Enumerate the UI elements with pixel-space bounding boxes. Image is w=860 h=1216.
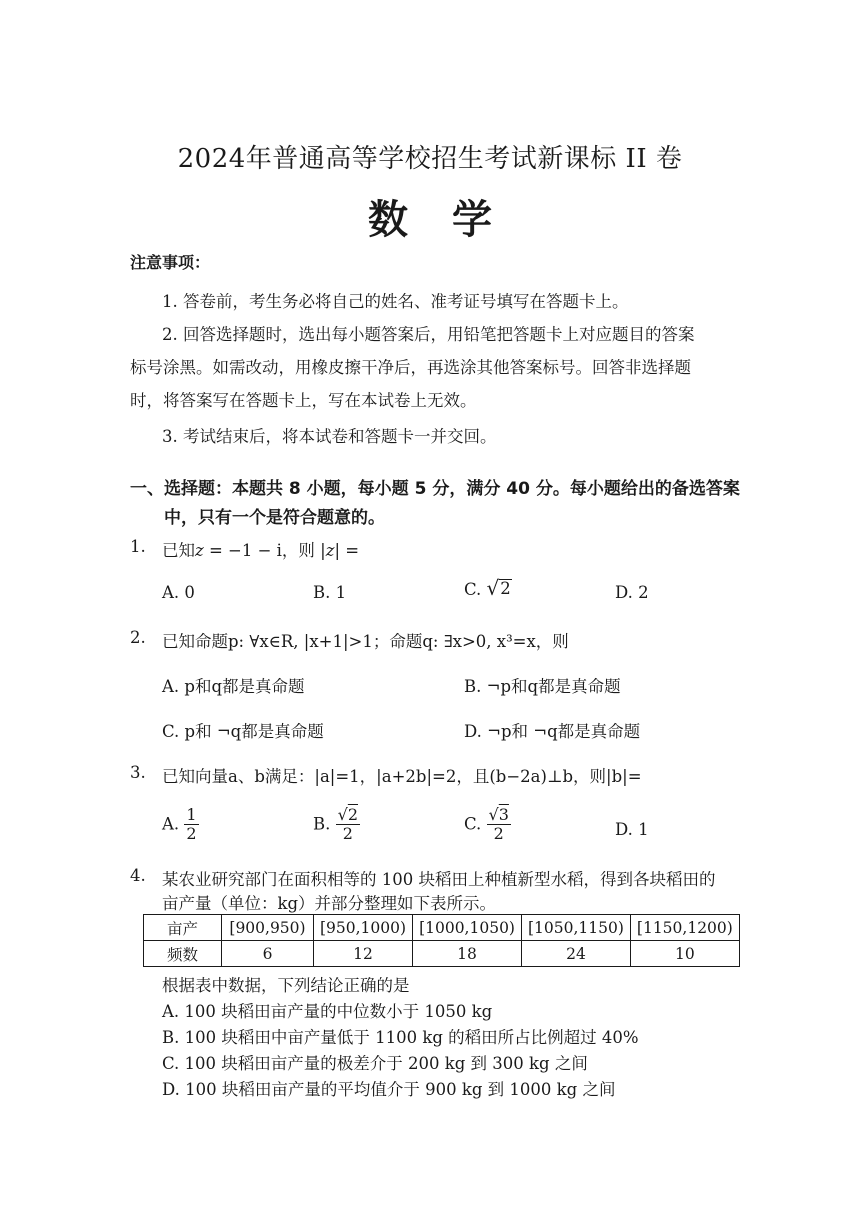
notice-item-2-line-3: 时，将答案写在答题卡上，写在本试卷上无效。 bbox=[130, 391, 477, 410]
notice-heading: 注意事项： bbox=[130, 253, 211, 272]
table-cell: 10 bbox=[630, 941, 739, 967]
sqrt-symbol: √ bbox=[337, 805, 348, 824]
yield-table bbox=[143, 914, 740, 967]
section-heading-line-2: 中，只有一个是符合题意的。 bbox=[164, 508, 385, 528]
q4-option-a: A. 100 块稻田亩产量的中位数小于 1050 kg bbox=[162, 1002, 493, 1021]
sqrt-symbol: √ bbox=[488, 805, 499, 824]
q3-option-d: D. 1 bbox=[615, 820, 649, 839]
table-cell: [1050,1150) bbox=[521, 915, 630, 941]
exam-title: 2024年普通高等学校招生考试新课标 II 卷 bbox=[177, 144, 683, 174]
q3-option-a-label: A. bbox=[162, 814, 180, 834]
q4-option-b: B. 100 块稻田中亩产量低于 1100 kg 的稻田所占比例超过 40% bbox=[162, 1028, 639, 1047]
question-4-stem-line-2: 亩产量（单位：kg）并部分整理如下表所示。 bbox=[162, 894, 497, 913]
q3-option-c-label: C. bbox=[464, 814, 482, 834]
notice-item-3: 3. 考试结束后，将本试卷和答题卡一并交回。 bbox=[162, 427, 497, 446]
question-1-stem bbox=[162, 537, 359, 561]
q1-text-c: | = bbox=[334, 541, 360, 560]
notice-item-1: 1. 答卷前，考生务必将自己的姓名、准考证号填写在答题卡上。 bbox=[162, 292, 629, 311]
q1-text-b: = −1 − i，则 | bbox=[203, 541, 326, 560]
notice-item-2-line-1: 2. 回答选择题时，选出每小题答案后，用铅笔把答题卡上对应题目的答案 bbox=[162, 325, 695, 344]
table-cell: 6 bbox=[222, 941, 314, 967]
q2-option-b: B. ¬p和q都是真命题 bbox=[464, 677, 621, 696]
q1-var-z: z bbox=[195, 541, 204, 560]
q1-option-c-label: C. bbox=[464, 580, 482, 599]
q2-option-a: A. p和q都是真命题 bbox=[162, 677, 305, 696]
q1-option-d: D. 2 bbox=[615, 583, 649, 602]
question-4-number: 4. bbox=[130, 866, 146, 885]
table-cell: [900,950) bbox=[222, 915, 314, 941]
table-row-header: 频数 bbox=[144, 941, 222, 967]
section-heading-line-1: 一、选择题：本题共 8 小题，每小题 5 分，满分 40 分。每小题给出的备选答案 bbox=[130, 479, 740, 499]
fraction: $\frac{1}{2}$ bbox=[186, 805, 197, 844]
question-4-prompt: 根据表中数据，下列结论正确的是 bbox=[162, 976, 410, 995]
table-cell: 18 bbox=[413, 941, 522, 967]
question-2-stem: 已知命题p: ∀x∈R, |x+1|>1；命题q: ∃x>0, x³=x，则 bbox=[162, 632, 569, 651]
table-row-header: 亩产 bbox=[144, 915, 222, 941]
fraction: $\frac{√3}{2}$ bbox=[488, 805, 509, 844]
q3-option-a bbox=[162, 806, 199, 844]
notice-item-2-line-2: 标号涂黑。如需改动，用橡皮擦干净后，再选涂其他答案标号。回答非选择题 bbox=[130, 358, 691, 377]
question-3-number: 3. bbox=[130, 763, 146, 782]
q1-option-b: B. 1 bbox=[313, 583, 347, 602]
table-cell: [1150,1200) bbox=[630, 915, 739, 941]
question-3-stem: 已知向量a、b满足：|a|=1，|a+2b|=2，且(b−2a)⊥b，则|b|= bbox=[162, 767, 642, 786]
q3-option-b bbox=[313, 806, 360, 844]
table-cell: [1000,1050) bbox=[413, 915, 522, 941]
q2-option-c: C. p和 ¬q都是真命题 bbox=[162, 722, 324, 741]
q2-option-d: D. ¬p和 ¬q都是真命题 bbox=[464, 722, 641, 741]
question-4-stem-line-1: 某农业研究部门在面积相等的 100 块稻田上种植新型水稻，得到各块稻田的 bbox=[162, 870, 716, 889]
q1-var-z-2: z bbox=[325, 541, 335, 560]
fraction: $\frac{√2}{2}$ bbox=[337, 805, 359, 844]
q1-option-a: A. 0 bbox=[162, 583, 195, 602]
sqrt-symbol: √ 2 bbox=[486, 576, 511, 600]
section-heading bbox=[130, 475, 740, 533]
q4-option-d: D. 100 块稻田亩产量的平均值介于 900 kg 到 1000 kg 之间 bbox=[162, 1080, 616, 1099]
q4-option-c: C. 100 块稻田亩产量的极差介于 200 kg 到 300 kg 之间 bbox=[162, 1054, 588, 1073]
subject-title: 数学 bbox=[368, 197, 536, 243]
table-cell: 24 bbox=[521, 941, 630, 967]
q1-text-a: 已知 bbox=[162, 541, 195, 560]
q3-option-b-label: B. bbox=[313, 814, 331, 834]
question-1-number: 1. bbox=[130, 537, 146, 556]
q3-option-c bbox=[464, 806, 511, 844]
table-row bbox=[144, 941, 740, 967]
q1-option-c bbox=[464, 578, 512, 599]
table-cell: [950,1000) bbox=[314, 915, 413, 941]
question-2-number: 2. bbox=[130, 628, 146, 647]
table-cell: 12 bbox=[314, 941, 413, 967]
table-row bbox=[144, 915, 740, 941]
